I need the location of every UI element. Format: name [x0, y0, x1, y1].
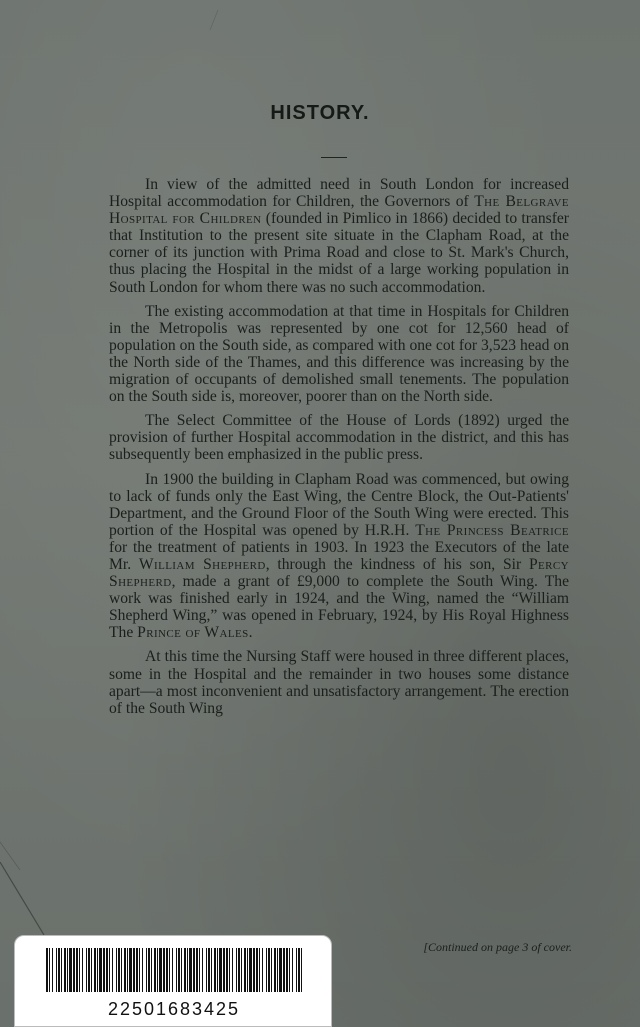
- paragraph-4-text-b: for the treatment of patients in 1903. In 1923 the Executors of the late Mr.: [109, 538, 569, 573]
- barcode-bar: [58, 948, 60, 992]
- barcode-bar: [142, 948, 143, 992]
- paragraph-1-text-a: In view of the admitted need in South London for increased Hospital accommodation for Children, the Governors of: [109, 176, 569, 211]
- paragraph-4: [109, 471, 569, 642]
- barcode-bar: [296, 948, 297, 992]
- barcode-bar: [292, 948, 293, 992]
- barcode-bar: [187, 948, 188, 992]
- barcode-bar: [241, 948, 242, 992]
- hospital-name: The Belgrave Hospital for Children: [109, 193, 569, 228]
- barcode-bar: [274, 948, 276, 992]
- son-name: Percy Shepherd: [109, 555, 569, 591]
- barcode-bar: [226, 948, 228, 992]
- title-divider: [321, 157, 347, 158]
- barcode-bar: [133, 948, 135, 992]
- barcode-bar: [52, 948, 53, 992]
- barcode-bar: [208, 948, 210, 992]
- executor-name: William Shepherd: [138, 555, 266, 573]
- barcode-icon: [46, 948, 304, 992]
- barcode-bar: [46, 948, 48, 992]
- history-text: [109, 176, 569, 724]
- barcode-bar: [271, 948, 272, 992]
- barcode-bar: [79, 948, 80, 992]
- barcode-bar: [196, 948, 198, 992]
- barcode-bar: [88, 948, 90, 992]
- barcode-bar: [67, 948, 68, 992]
- barcode-bar: [49, 948, 50, 992]
- barcode-bar: [202, 948, 203, 992]
- barcode-bar: [298, 948, 300, 992]
- library-barcode-label: [14, 935, 332, 1027]
- barcode-bar: [159, 948, 162, 992]
- barcode-bar: [277, 948, 278, 992]
- paragraph-1: [109, 176, 569, 296]
- barcode-bar: [154, 948, 156, 992]
- barcode-bar: [169, 948, 170, 992]
- barcode-bar: [176, 948, 177, 992]
- barcode-bar: [247, 948, 248, 992]
- barcode-bar: [279, 948, 282, 992]
- barcode-bar: [73, 948, 75, 992]
- paragraph-4-text-e: .: [248, 624, 253, 642]
- barcode-bar: [232, 948, 233, 992]
- barcode-bar: [262, 948, 263, 992]
- barcode-bar: [236, 948, 237, 992]
- barcode-bar: [178, 948, 180, 992]
- barcode-bar: [223, 948, 225, 992]
- barcode-bar: [301, 948, 302, 992]
- barcode-bar: [64, 948, 66, 992]
- barcode-bar: [286, 948, 288, 992]
- barcode-bar: [94, 948, 96, 992]
- barcode-bar: [259, 948, 260, 992]
- paragraph-2: [109, 303, 569, 406]
- barcode-bar: [112, 948, 113, 992]
- paragraph-4-text-a: In 1900 the building in Clapham Road was commenced, but owing to lack of funds only the East Wing, the Centre Block, the Out-Patients' Department, and the Ground Floor of the South Wing were erected. This portion of the Hospital was opened by H.R.H.: [109, 470, 569, 539]
- barcode-bar: [151, 948, 152, 992]
- barcode-bar: [268, 948, 270, 992]
- barcode-bar: [163, 948, 165, 992]
- barcode-bar: [127, 948, 128, 992]
- prince-name: Prince of Wales: [137, 624, 249, 642]
- barcode-bar: [118, 948, 120, 992]
- barcode-bar: [103, 948, 105, 992]
- barcode-bar: [146, 948, 147, 992]
- continued-note: [Continued on page 3 of cover.: [423, 940, 572, 954]
- barcode-bar: [157, 948, 158, 992]
- barcode-bar: [91, 948, 92, 992]
- barcode-bar: [121, 948, 122, 992]
- barcode-bar: [253, 948, 255, 992]
- barcode-bar: [97, 948, 98, 992]
- barcode-bar: [206, 948, 207, 992]
- barcode-bar: [283, 948, 285, 992]
- paragraph-5: [109, 648, 569, 716]
- barcode-bar: [139, 948, 140, 992]
- barcode-bar: [217, 948, 218, 992]
- paragraph-3: [109, 412, 569, 463]
- barcode-bar: [116, 948, 117, 992]
- paragraph-3-text: The Select Committee of the House of Lords (1892) urged the provision of further Hospital accommodation in the district, and this has subsequently been emphasized in the public press.: [109, 412, 569, 464]
- barcode-bar: [184, 948, 186, 992]
- barcode-bar: [289, 948, 290, 992]
- barcode-bar: [109, 948, 110, 992]
- barcode-bar: [219, 948, 222, 992]
- barcode-bar: [56, 948, 57, 992]
- barcode-bar: [136, 948, 138, 992]
- barcode-bar: [181, 948, 182, 992]
- barcode-bar: [148, 948, 150, 992]
- barcode-bar: [266, 948, 267, 992]
- barcode-bar: [106, 948, 108, 992]
- barcode-bar: [244, 948, 246, 992]
- barcode-bar: [172, 948, 173, 992]
- princess-name: The Princess Beatrice: [415, 521, 569, 539]
- paragraph-2-text: The existing accommodation at that time in Hospitals for Children in the Metropolis was represented by one cot for 12,560 head of population on the South side, as compared with one cot for 3,523 head on the North side of the Thames, and this difference was increasing by the migration of occupants of demolished small tenements. The population on the South side is, moreover, poorer than on the North side.: [109, 302, 569, 406]
- barcode-bar: [238, 948, 240, 992]
- paragraph-5-text: At this time the Nursing Staff were housed in three different places, some in the Hospital and the remainder in two houses some distance apart—a most inconvenient and unsatisfactory arrangement. The erection of the South Wing: [109, 648, 569, 717]
- barcode-bar: [256, 948, 258, 992]
- paragraph-4-text-d: , made a grant of £9,000 to complete the South Wing. The work was finished early in 1924, and the Wing, named the “William Shepherd Wing,” was opened in February, 1924, by His Royal Highness The: [109, 573, 569, 642]
- barcode-bar: [61, 948, 62, 992]
- barcode-bar: [86, 948, 87, 992]
- barcode-bar: [129, 948, 132, 992]
- page-title: HISTORY.: [270, 102, 370, 124]
- barcode-bar: [82, 948, 83, 992]
- barcode-bar: [193, 948, 195, 992]
- barcode-bar: [249, 948, 252, 992]
- barcode-number: 22501683425: [107, 999, 241, 1019]
- barcode-bar: [124, 948, 126, 992]
- barcode-bar: [99, 948, 102, 992]
- barcode-bar: [76, 948, 78, 992]
- barcode-bar: [166, 948, 168, 992]
- barcode-bar: [211, 948, 212, 992]
- barcode-bar: [229, 948, 230, 992]
- barcode-bar: [189, 948, 192, 992]
- barcode-bar: [69, 948, 72, 992]
- barcode-bar: [214, 948, 216, 992]
- paragraph-4-text-c: , through the kindness of his son, Sir: [265, 555, 529, 573]
- paragraph-1-text-b: (founded in Pimlico in 1866) decided to transfer that Institution to the present site situate in the Clapham Road, at the corner of its junction with Prima Road and close to St. Mark's Church, thus placing the Hospital in the midst of a large working population in South London for whom there was no such accommodation.: [109, 210, 570, 296]
- barcode-bar: [199, 948, 200, 992]
